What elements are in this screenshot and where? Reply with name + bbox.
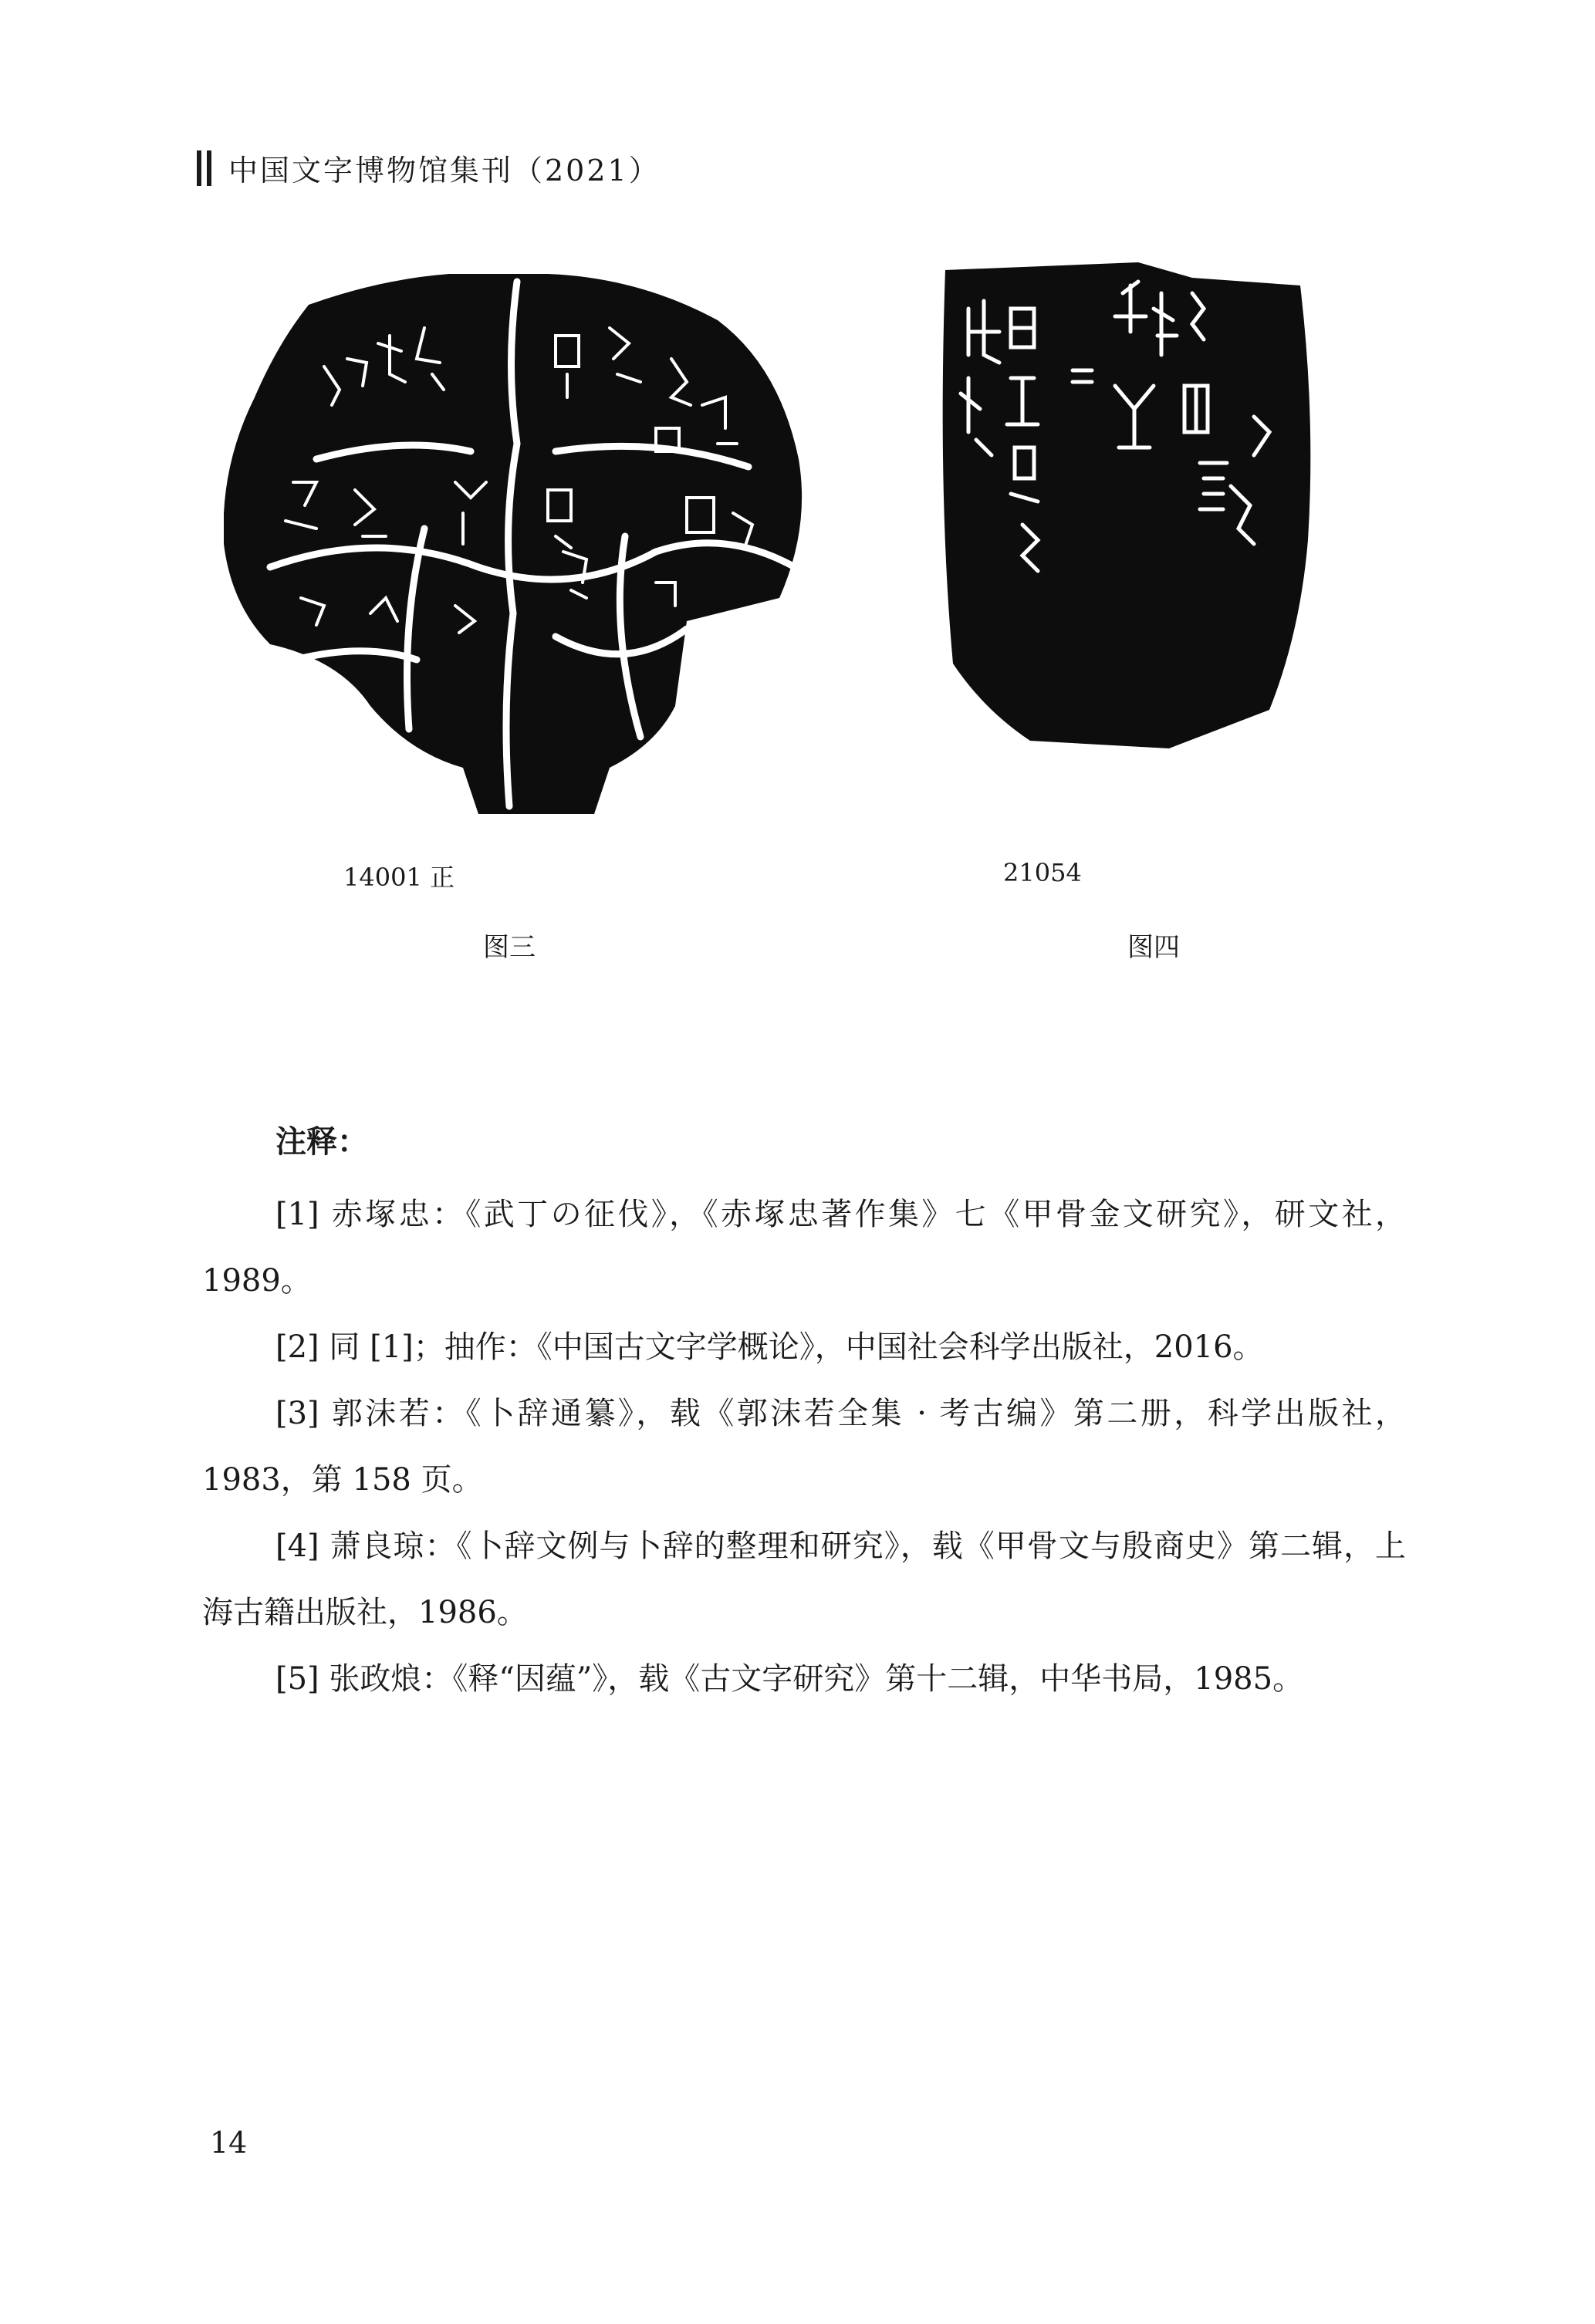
notes-section bbox=[202, 1117, 1406, 1712]
figure-3-title: 图三 bbox=[483, 932, 536, 963]
figure-3-rubbing-image bbox=[224, 274, 810, 814]
header-double-bar-icon bbox=[197, 150, 211, 186]
notes-heading: 注释： bbox=[275, 1124, 368, 1160]
running-header bbox=[197, 147, 661, 189]
note-item: [5] 张政烺：《释“因蕴”》，载《古文字研究》第十二辑，中华书局，1985。 bbox=[275, 1661, 1304, 1697]
figure-4-rubbing-image bbox=[938, 262, 1316, 756]
page-number: 14 bbox=[210, 2126, 248, 2160]
note-item: [2] 同 [1]；抽作：《中国古文字学概论》，中国社会科学出版社，2016。 bbox=[275, 1329, 1264, 1365]
figure-4-title: 图四 bbox=[1127, 932, 1180, 963]
bone-fragment-rubbing-icon bbox=[938, 262, 1316, 756]
figure-3-catalog-number: 14001 正 bbox=[343, 863, 455, 892]
plastron-rubbing-icon bbox=[224, 274, 810, 814]
note-item: [1] 赤塚忠：《武丁の征伐》，《赤塚忠著作集》七《甲骨金文研究》，研文社，1989。 bbox=[202, 1197, 1406, 1299]
note-item: [4] 萧良琼：《卜辞文例与卜辞的整理和研究》，载《甲骨文与殷商史》第二辑，上海古籍出版社，1986。 bbox=[202, 1529, 1406, 1630]
journal-title: 中国文字博物馆集刊（2021） bbox=[228, 154, 661, 187]
note-item: [3] 郭沫若：《卜辞通纂》，载《郭沫若全集 · 考古编》第二册，科学出版社，1983，第 158 页。 bbox=[202, 1396, 1406, 1498]
figure-4-catalog-number: 21054 bbox=[1003, 858, 1082, 887]
